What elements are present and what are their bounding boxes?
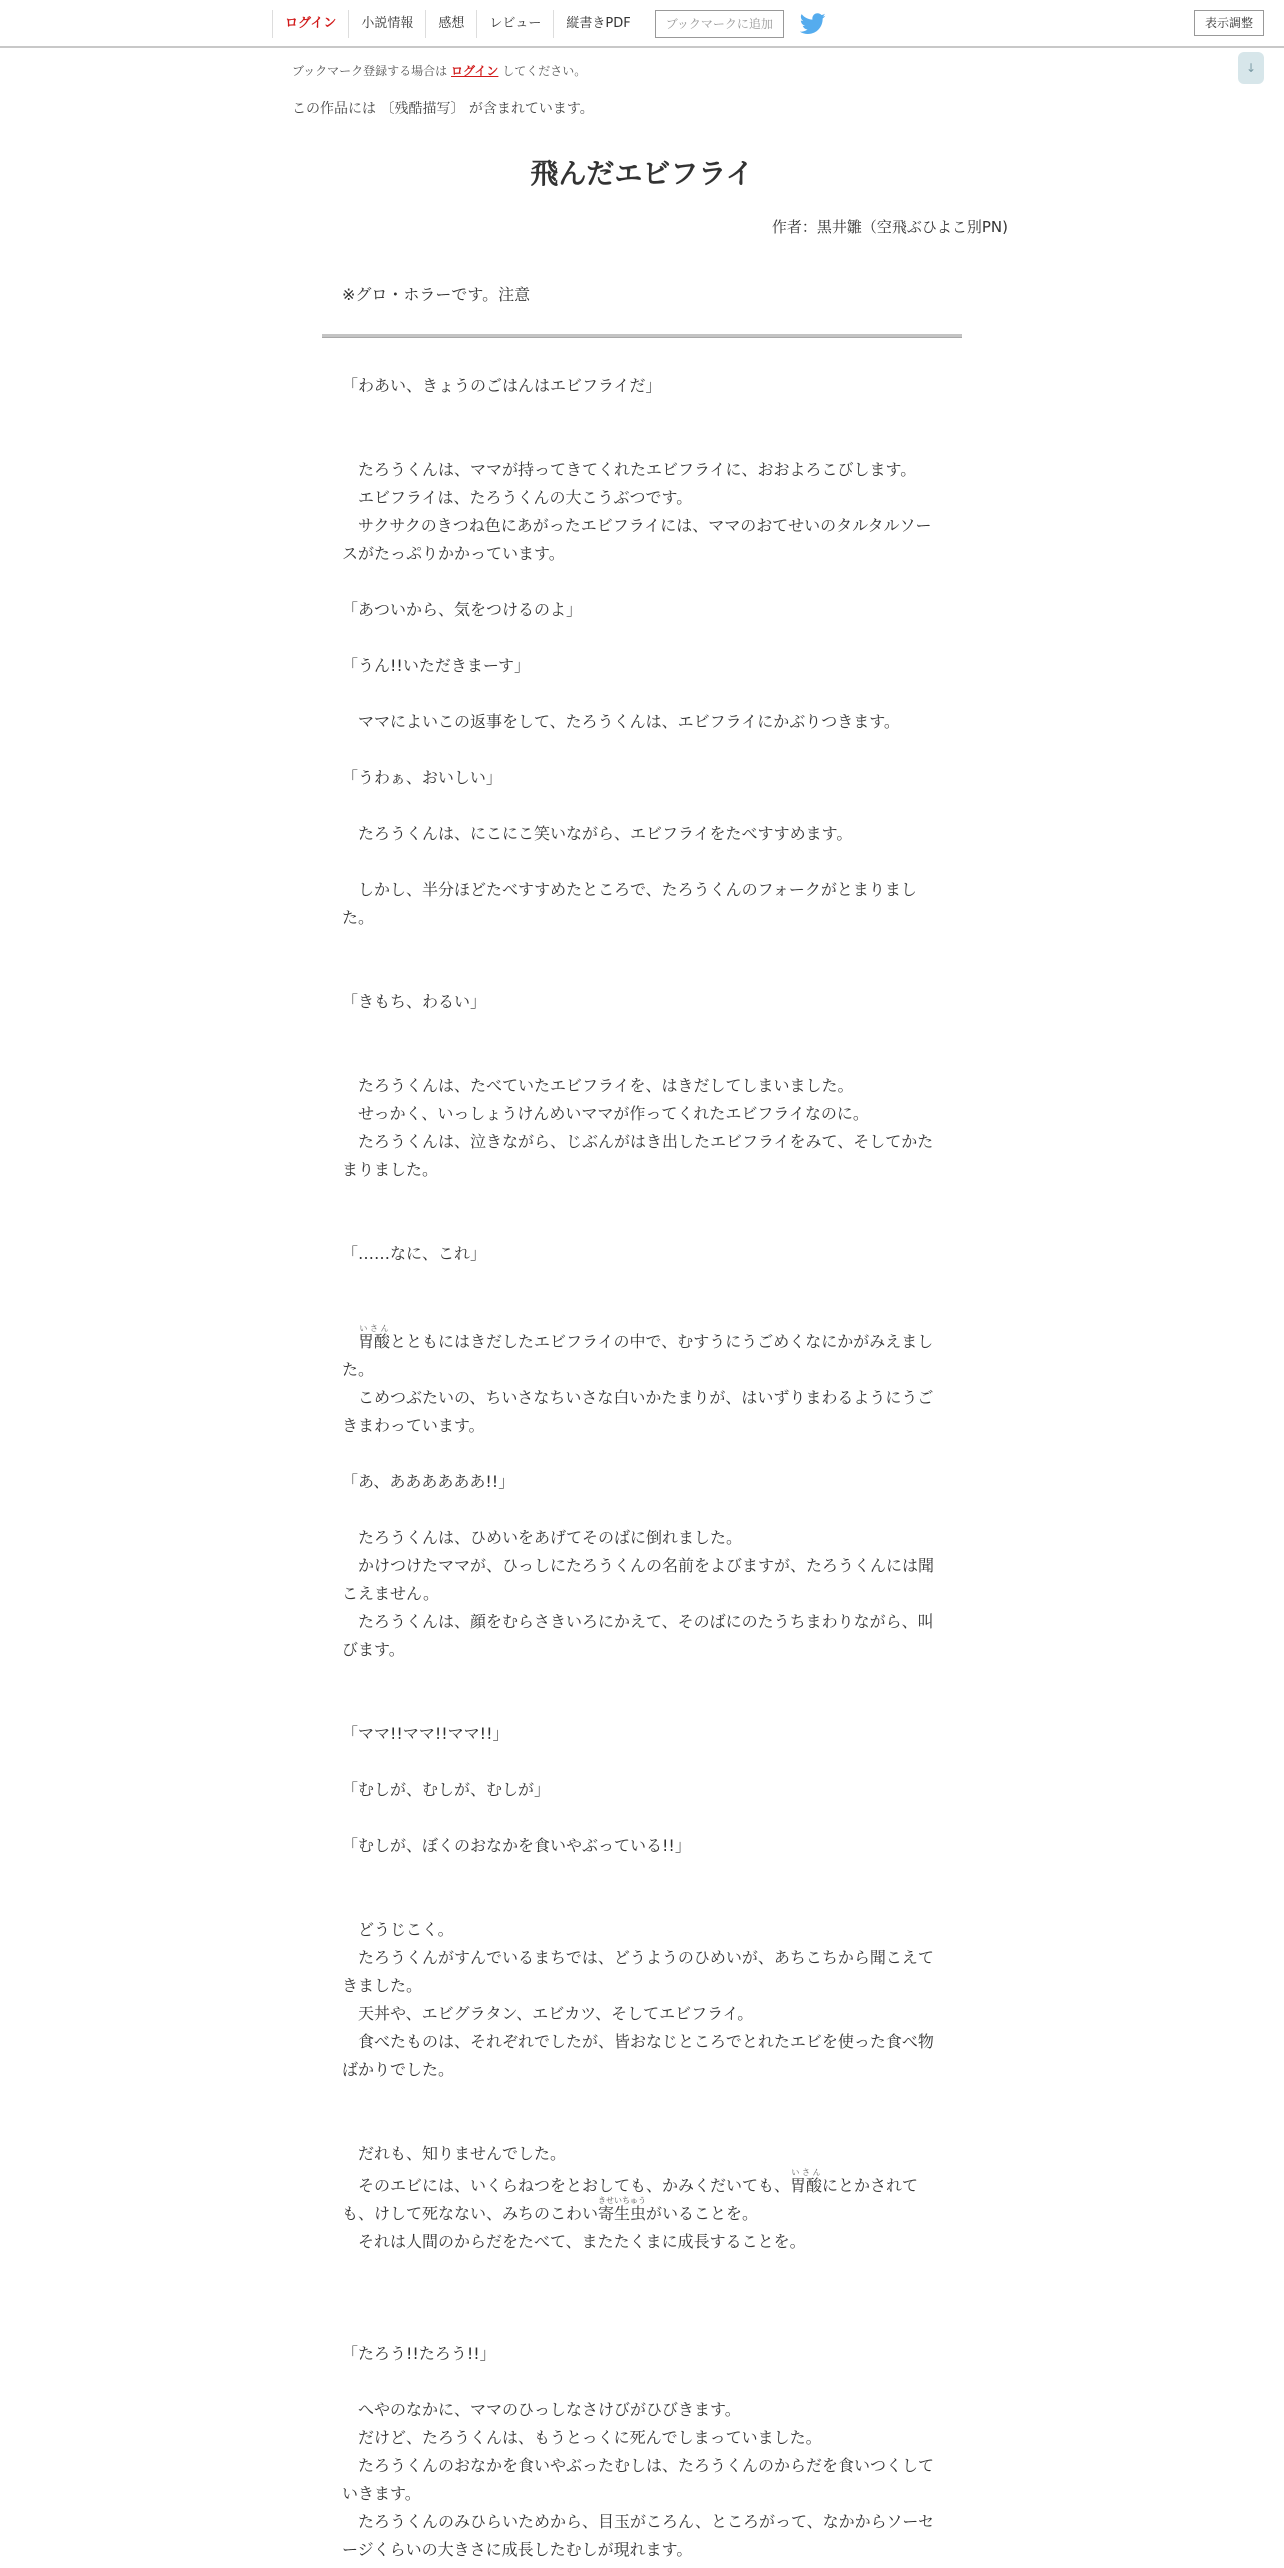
body-paragraph: へやのなかに、ママのひっしなさけびがひびきます。	[342, 2400, 741, 2419]
nav-login-link[interactable]: ログイン	[272, 10, 348, 38]
twitter-bird-icon[interactable]	[800, 13, 826, 35]
body-paragraph: だけど、たろうくんは、もうとっくに死んでしまっていました。	[342, 2428, 822, 2447]
ruby-isan: 胃酸いさん	[358, 1324, 391, 1351]
add-bookmark-button[interactable]: ブックマークに追加	[655, 10, 784, 38]
body-paragraph: 「きもち、わるい」	[342, 992, 487, 1011]
body-paragraph: せっかく、いっしょうけんめいママが作ってくれたエビフライなのに。	[342, 1104, 869, 1123]
scroll-down-button[interactable]: ↓	[1238, 52, 1264, 84]
body-paragraph: 「うん!!いただきまーす」	[342, 656, 531, 675]
body-paragraph: ママによいこの返事をして、たろうくんは、エビフライにかぶりつきます。	[342, 712, 900, 731]
body-paragraph: 胃酸いさんとともにはきだしたエビフライの中で、むすうにうごめくなにかがみえました。	[342, 1324, 934, 1379]
body-paragraph: たろうくんがすんでいるまちでは、どうようのひめいが、あちこちから聞こえてきました。	[342, 1948, 934, 1995]
author-line: 作者：黒井雛（空飛ぶひよこ別PN)	[771, 218, 1008, 236]
body-paragraph: 「あついから、気をつけるのよ」	[342, 600, 583, 619]
preface-divider	[322, 334, 962, 338]
ruby-kiseichuu: 寄生虫きせいちゅう	[598, 2196, 647, 2223]
novel-body	[342, 372, 940, 2564]
nav-impressions-link[interactable]: 感想	[425, 10, 476, 38]
body-paragraph: たろうくんのおなかを食いやぶったむしは、たろうくんのからだを食いつくしていきます。	[342, 2456, 935, 2503]
body-paragraph: 食べたものは、それぞれでしたが、皆おなじところでとれたエビを使った食べ物ばかりでした。	[342, 2032, 934, 2079]
body-paragraph: それは人間のからだをたべて、またたくまに成長することを。	[342, 2232, 806, 2251]
content-warning: この作品には 〔残酷描写〕 が含まれています。	[292, 101, 594, 117]
notice-login-link[interactable]: ログイン	[451, 64, 499, 78]
notice-text-after: してください。	[502, 64, 587, 78]
body-paragraph: 「ママ!!ママ!!ママ!!」	[342, 1724, 509, 1743]
body-paragraph: たろうくんは、たべていたエビフライを、はきだしてしまいました。	[342, 1076, 854, 1095]
body-paragraph: 「たろう!!たろう!!」	[342, 2344, 496, 2363]
top-navigation-bar	[0, 0, 1284, 48]
body-paragraph: たろうくんは、にこにこ笑いながら、エビフライをたべすすめます。	[342, 824, 853, 843]
body-paragraph: 「……なに、これ」	[342, 1244, 487, 1263]
body-paragraph: 天丼や、エビグラタン、エビカツ、そしてエビフライ。	[342, 2004, 754, 2023]
body-paragraph: たろうくんは、ママが持ってきてくれたエビフライに、おおよろこびします。	[342, 460, 917, 479]
body-paragraph: たろうくんは、ひめいをあげてそのばに倒れました。	[342, 1528, 743, 1547]
body-paragraph: サクサクのきつね色にあがったエビフライには、ママのおてせいのタルタルソースがたっぷりかかっています。	[342, 516, 932, 563]
body-paragraph: かけつけたママが、ひっしにたろうくんの名前をよびますが、たろうくんには聞こえません。	[342, 1556, 935, 1603]
nav-novel-info-link[interactable]: 小説情報	[348, 10, 425, 38]
body-paragraph: たろうくんは、顔をむらさきいろにかえて、そのばにのたうちまわりながら、叫びます。	[342, 1612, 934, 1659]
body-paragraph: どうじこく。	[342, 1920, 454, 1939]
body-paragraph: 「うわぁ、おいしい」	[342, 768, 502, 787]
body-paragraph: 「むしが、むしが、むしが」	[342, 1780, 551, 1799]
body-paragraph: こめつぶたいの、ちいさなちいさな白いかたまりが、はいずりまわるようにうごきまわっています。	[342, 1388, 934, 1435]
body-paragraph: たろうくんは、泣きながら、じぶんがはき出したエビフライをみて、そしてかたまりました。	[342, 1132, 934, 1179]
body-paragraph: 「あ、ああああああ!!」	[342, 1472, 515, 1491]
novel-title: 飛んだエビフライ	[530, 157, 754, 190]
body-paragraph: 「わあい、きょうのごはんはエビフライだ」	[342, 376, 662, 395]
ruby-isan-2: 胃酸いさん	[790, 2168, 823, 2195]
body-paragraph: そのエビには、いくらねつをとおしても、かみくだいても、胃酸いさんにとかされても、けして死なない、みちのこわい寄生虫きせいちゅうがいることを。	[342, 2168, 919, 2223]
nav-vertical-pdf-link[interactable]: 縦書きPDF	[553, 10, 642, 38]
preface-note: ※グロ・ホラーです。注意	[342, 285, 531, 304]
body-paragraph: エビフライは、たろうくんの大こうぶつです。	[342, 488, 693, 507]
nav-review-link[interactable]: レビュー	[476, 10, 553, 38]
notice-text-before: ブックマーク登録する場合は	[292, 64, 448, 78]
body-paragraph: しかし、半分ほどたべすすめたところで、たろうくんのフォークがとまりました。	[342, 880, 917, 927]
display-settings-button[interactable]: 表示調整	[1194, 10, 1264, 36]
nav-menu	[272, 10, 826, 38]
body-paragraph: だれも、知りませんでした。	[342, 2144, 567, 2163]
bookmark-login-notice	[292, 62, 586, 79]
body-paragraph: たろうくんのみひらいためから、目玉がころん、ところがって、なかからソーセージくらいの大きさに成長したむしが現れます。	[342, 2512, 935, 2559]
body-paragraph: 「むしが、ぼくのおなかを食いやぶっている!!」	[342, 1836, 691, 1855]
